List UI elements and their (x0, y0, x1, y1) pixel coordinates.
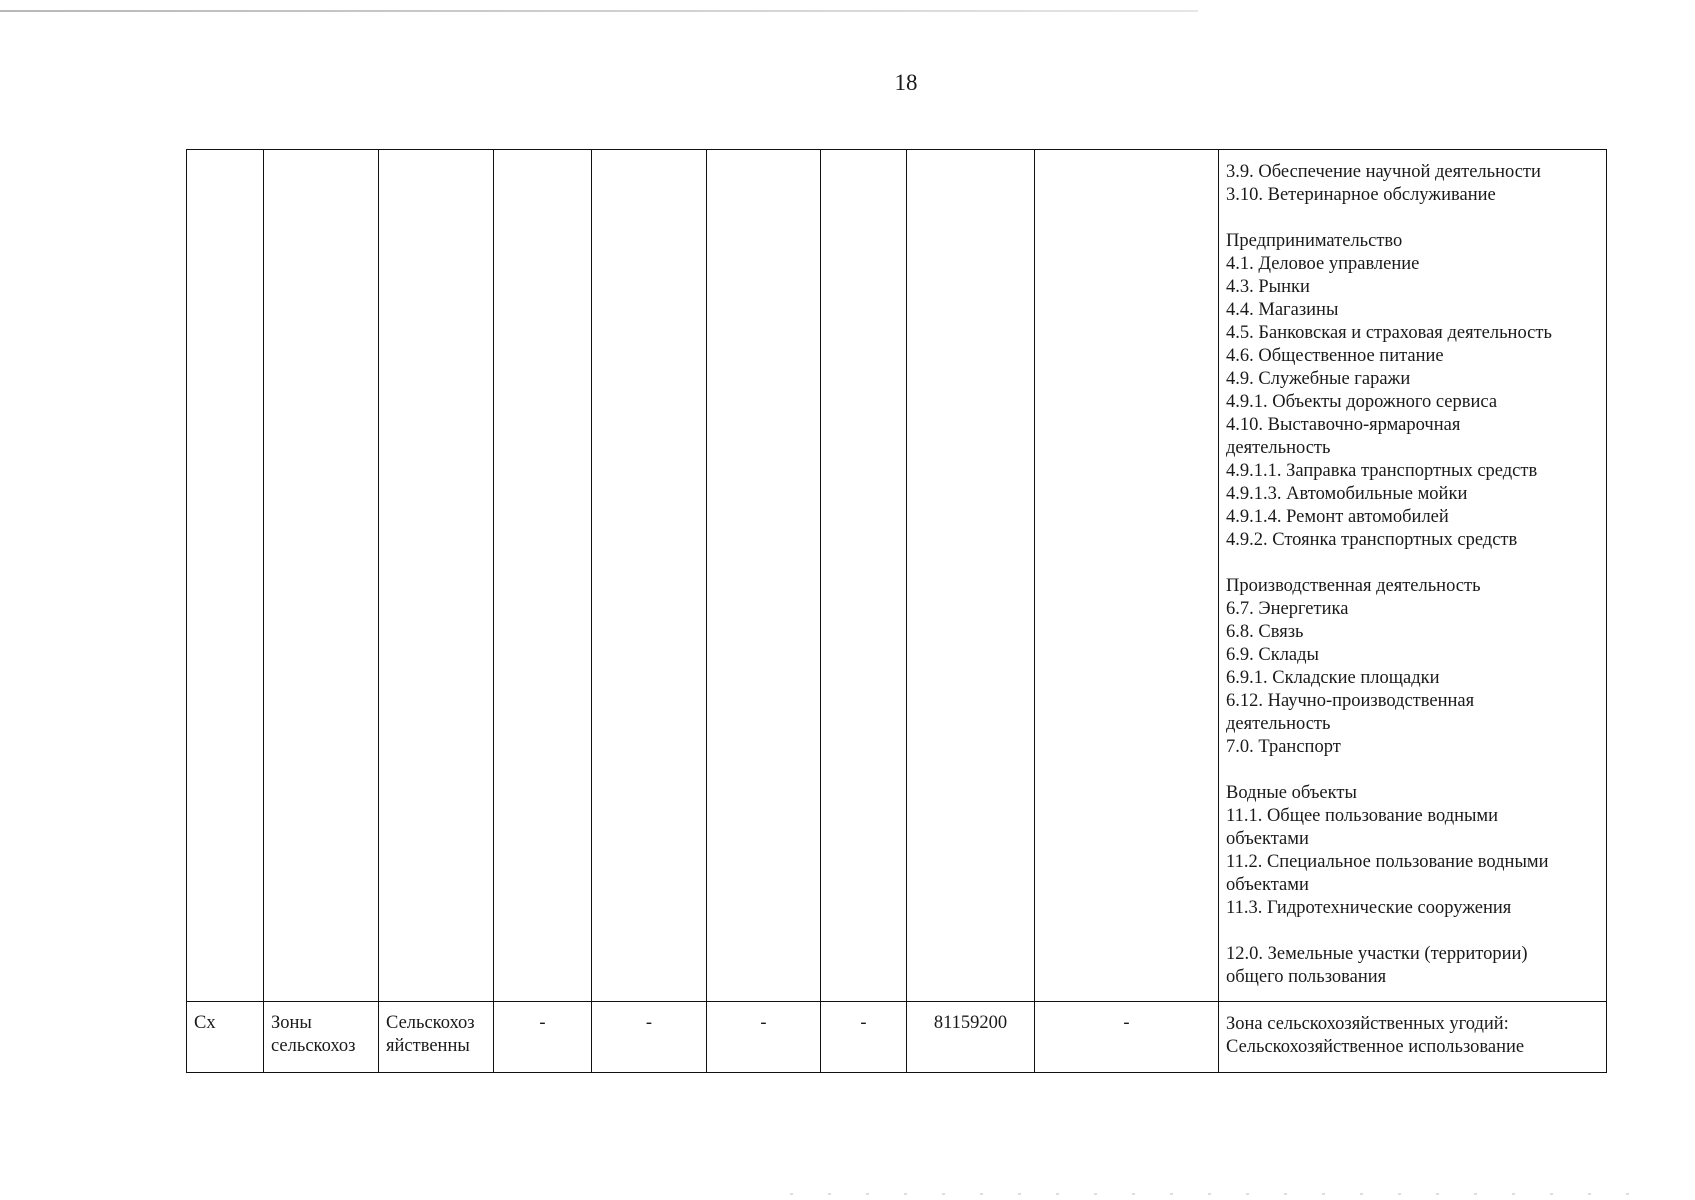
use-line: 4.3. Рынки (1226, 277, 1310, 297)
dash-value: - (860, 1013, 867, 1033)
zone-name-line: сельскохоз (271, 1036, 356, 1056)
use-line: 4.9.1.3. Автомобильные мойки (1226, 484, 1468, 504)
group-spacer (1226, 552, 1600, 575)
permitted-uses-list (1219, 150, 1606, 989)
land-category-line: Сельскохоз (386, 1013, 475, 1033)
use-line: 6.9. Склады (1226, 645, 1319, 665)
table-cell (379, 150, 494, 1002)
dash-cell (821, 1002, 907, 1073)
use-line: 6.8. Связь (1226, 622, 1304, 642)
table-cell (187, 150, 264, 1002)
dash-value: - (539, 1013, 546, 1033)
table-cell (494, 150, 592, 1002)
page-number: 18 (894, 70, 918, 95)
table-cell (592, 150, 707, 1002)
table-cell (907, 150, 1035, 1002)
area-value: 81159200 (933, 1013, 1008, 1033)
land-category-line: яйственны (386, 1036, 470, 1056)
table-cell (707, 150, 821, 1002)
zone-code: Сх (194, 1013, 216, 1033)
use-line: 4.9.1. Объекты дорожного сервиса (1226, 392, 1498, 412)
use-line: 11.2. Специальное пользование водными (1226, 852, 1549, 872)
use-line: 7.0. Транспорт (1226, 737, 1341, 757)
table-row-sx (187, 1002, 1607, 1073)
use-line: 6.12. Научно-производственная (1226, 691, 1475, 711)
use-line: 3.10. Ветеринарное обслуживание (1226, 185, 1496, 205)
table-cell (821, 150, 907, 1002)
dash-value: - (760, 1013, 767, 1033)
use-line: 11.3. Гидротехнические сооружения (1226, 898, 1512, 918)
use-line: 4.9.1.1. Заправка транспортных средств (1226, 461, 1538, 481)
zone-code-cell (187, 1002, 264, 1073)
table-row-continuation (187, 150, 1607, 1002)
permitted-uses-cell (1219, 1002, 1607, 1073)
use-group-heading: Предпринимательство (1226, 231, 1403, 251)
scan-artifact (790, 1193, 1650, 1195)
dash-cell (494, 1002, 592, 1073)
use-line: объектами (1226, 875, 1309, 895)
land-category-cell (379, 1002, 494, 1073)
use-line: Сельскохозяйственное использование (1226, 1037, 1525, 1057)
group-spacer (1226, 920, 1600, 943)
use-group-heading: Производственная деятельность (1226, 576, 1481, 596)
use-line: 4.1. Деловое управление (1226, 254, 1420, 274)
use-line: 6.7. Энергетика (1226, 599, 1349, 619)
use-line: общего пользования (1226, 967, 1387, 987)
use-line: 4.4. Магазины (1226, 300, 1339, 320)
use-line: деятельность (1226, 714, 1331, 734)
use-line: деятельность (1226, 438, 1331, 458)
use-line: 6.9.1. Складские площадки (1226, 668, 1440, 688)
use-line: 4.9. Служебные гаражи (1226, 369, 1411, 389)
use-line: Зона сельскохозяйственных угодий: (1226, 1014, 1509, 1034)
use-line: 12.0. Земельные участки (территории) (1226, 944, 1528, 964)
use-line: 4.6. Общественное питание (1226, 346, 1444, 366)
permitted-uses-cell (1219, 150, 1607, 1002)
use-line: 4.9.2. Стоянка транспортных средств (1226, 530, 1518, 550)
zone-name (264, 1002, 378, 1058)
dash-cell (707, 1002, 821, 1073)
zones-table (186, 149, 1607, 1073)
use-line: 4.9.1.4. Ремонт автомобилей (1226, 507, 1449, 527)
use-line: 4.10. Выставочно-ярмарочная (1226, 415, 1461, 435)
permitted-uses-sx (1219, 1002, 1606, 1059)
table-cell (264, 150, 379, 1002)
zone-name-cell (264, 1002, 379, 1073)
scan-edge-line (0, 10, 1198, 12)
zone-name-line: Зоны (271, 1013, 312, 1033)
dash-cell (1035, 1002, 1219, 1073)
use-line: 11.1. Общее пользование водными (1226, 806, 1499, 826)
use-group-heading: Водные объекты (1226, 783, 1357, 803)
dash-cell (592, 1002, 707, 1073)
use-line: 3.9. Обеспечение научной деятельности (1226, 162, 1541, 182)
group-spacer (1226, 207, 1600, 230)
group-spacer (1226, 759, 1600, 782)
table-cell (1035, 150, 1219, 1002)
dash-value: - (1123, 1013, 1130, 1033)
dash-value: - (645, 1013, 653, 1033)
area-cell (907, 1002, 1035, 1073)
land-category (379, 1002, 493, 1058)
use-line: 4.5. Банковская и страховая деятельность (1226, 323, 1552, 343)
use-line: объектами (1226, 829, 1309, 849)
